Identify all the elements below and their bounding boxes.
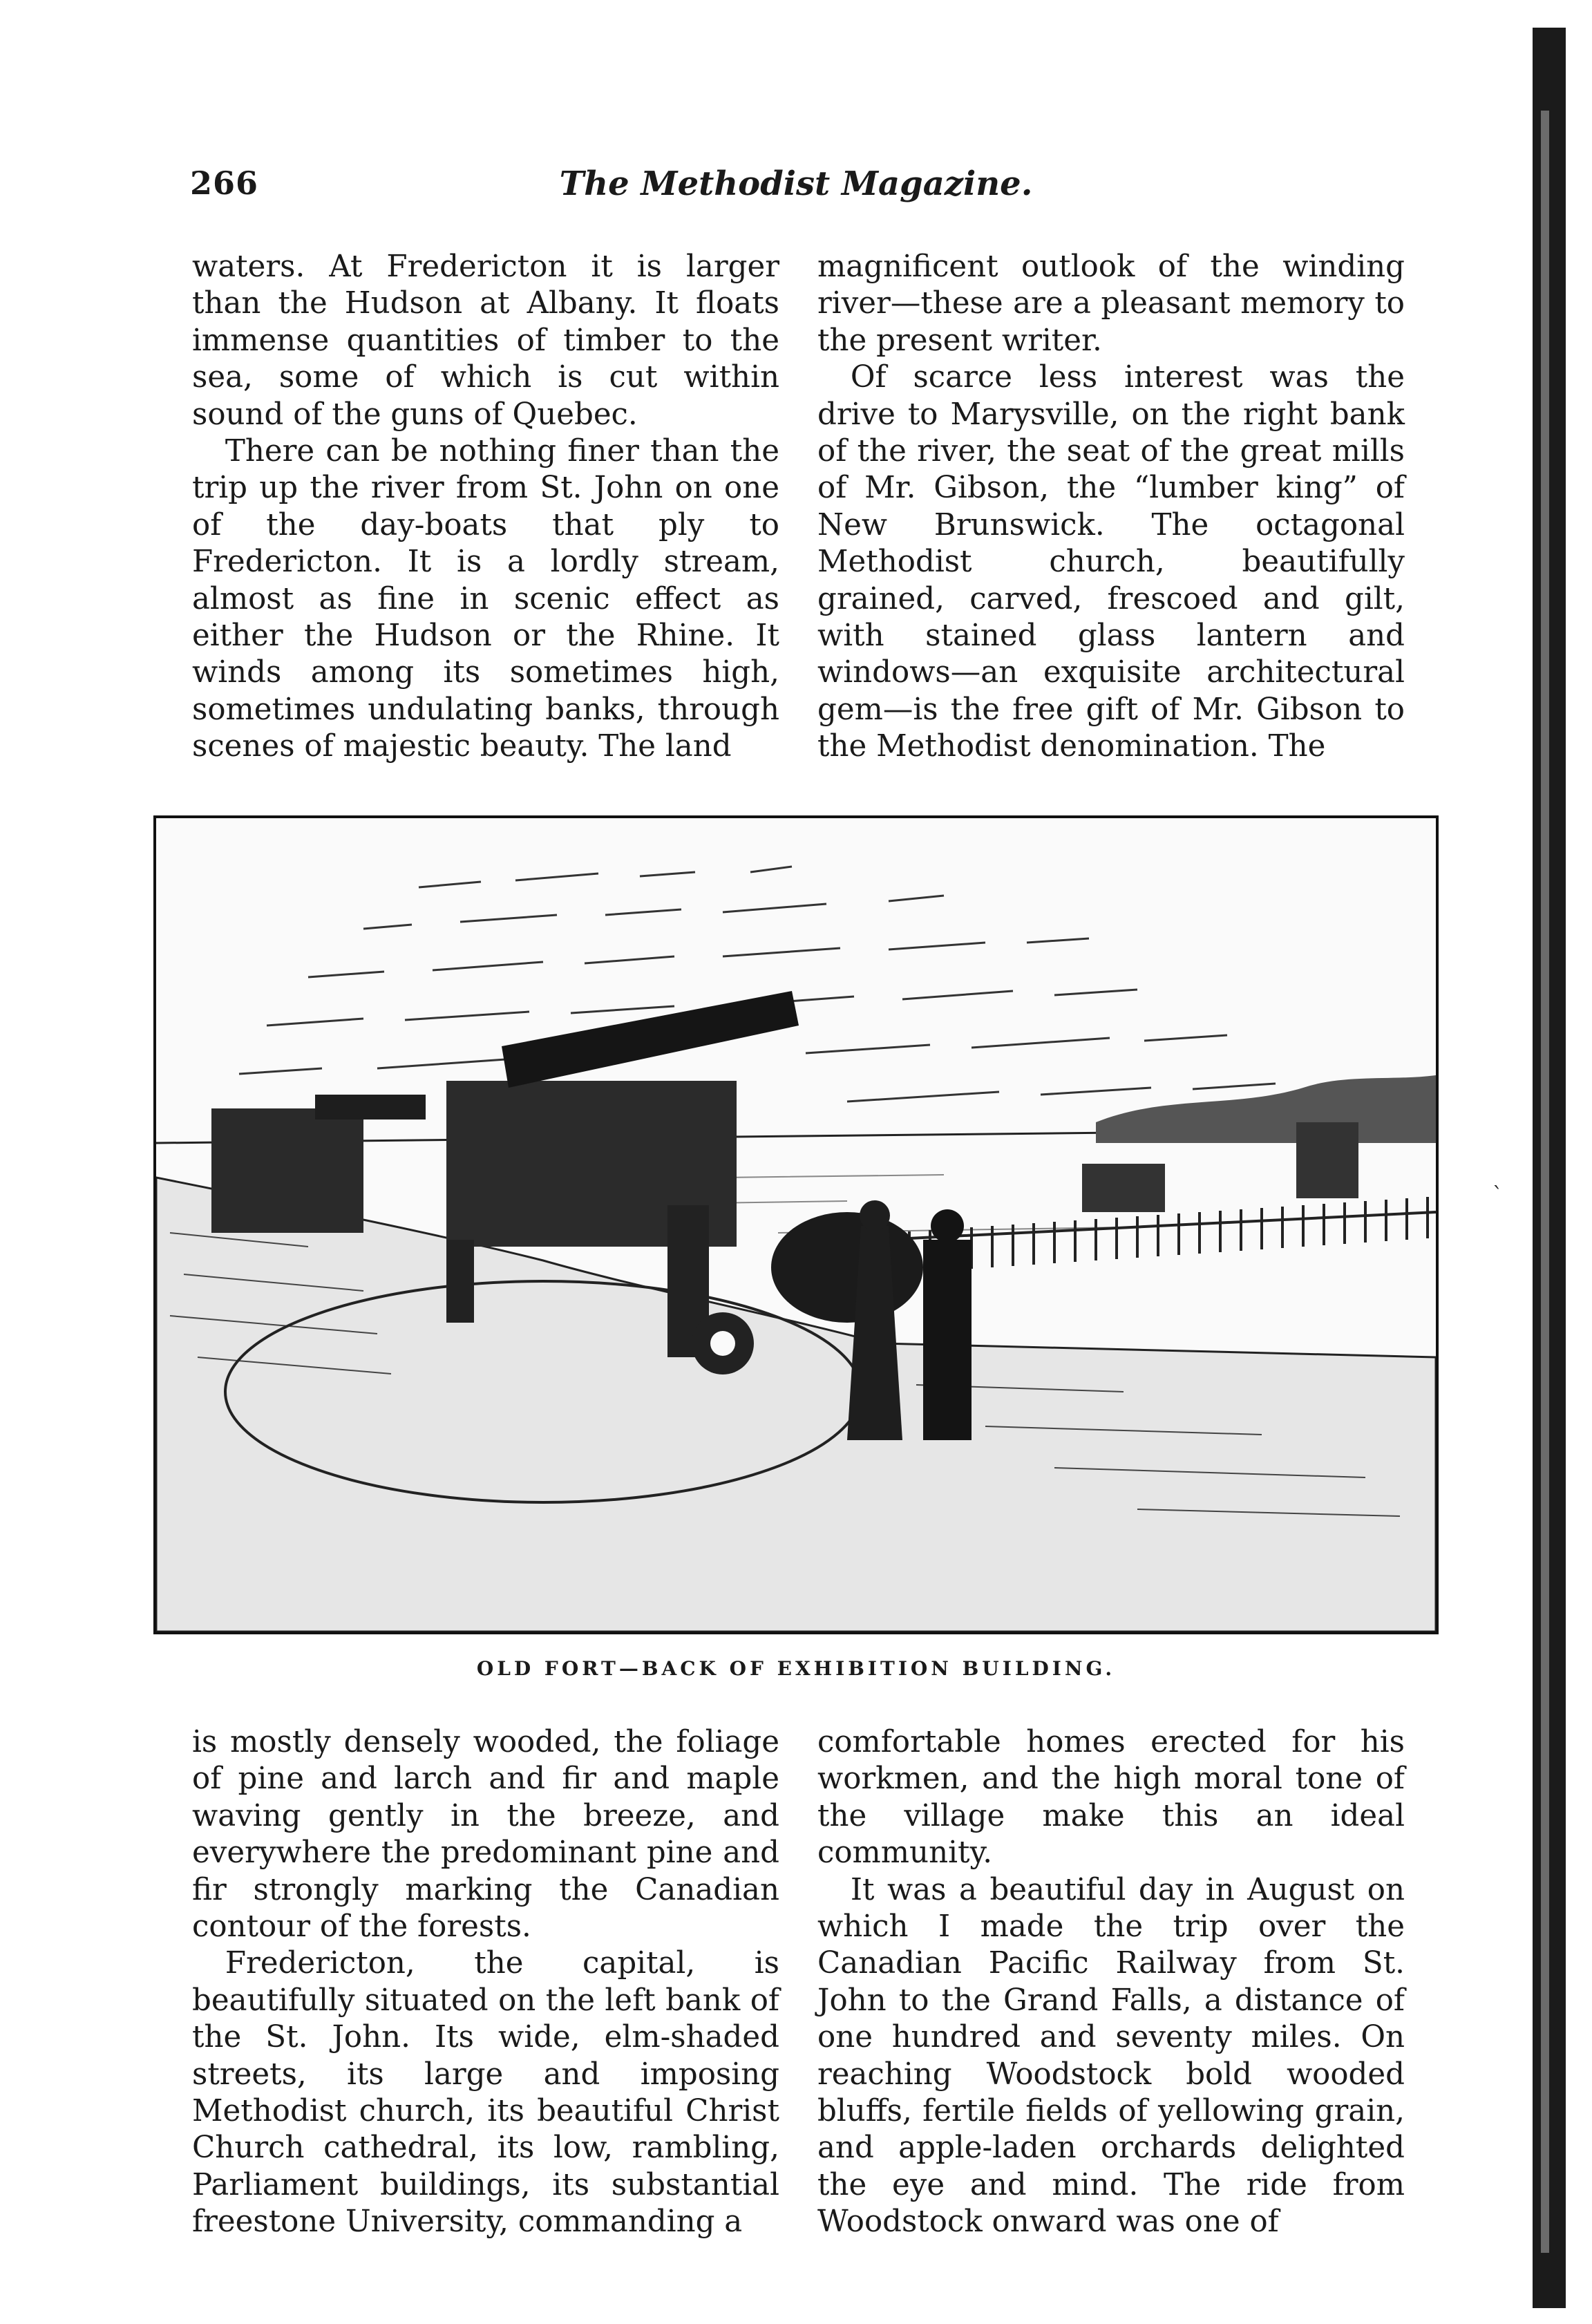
cannon-carriage — [211, 1108, 363, 1233]
wheel-hub — [710, 1331, 735, 1356]
small-building — [1082, 1164, 1165, 1212]
carriage-leg — [446, 1240, 474, 1323]
paragraph: There can be nothing finer than the trip up the river from St. John on one of the day-boats that ply to Fredericton. It is a lordly stream, almost as fine in scenic effect as either the Hudson or the Rhine. It winds among its sometimes high, sometimes undulating banks, through scenes of majestic beauty. The land — [192, 434, 779, 764]
old-fort-engraving — [156, 818, 1436, 1632]
distant-shore — [1096, 1075, 1436, 1143]
top-left-column — [192, 249, 779, 766]
paragraph: is mostly densely wooded, the foliage of pine and larch and fir and maple waving gently in the breeze, and everywhere the predominant pine and fir strongly marking the Canadian contour of the forests. — [192, 1725, 779, 1945]
paragraph: Of scarce less interest was the drive to Marysville, on the right bank of the river, the seat of the great mills of Mr. Gibson, the “lumber king” of New Brunswick. The octagonal Methodist church, beautifully grained, carved, frescoed and gilt, with stained glass lantern and windows—an exquisite architectural gem—is the free gift of Mr. Gibson to the Methodist denomination. The — [817, 360, 1405, 764]
paragraph: It was a beautiful day in August on which I made the trip over the Canadian Pacific Railway from St. John to the Grand Falls, a distance of one hundred and seventy miles. On reaching Woodstock bold wooded bluffs, fertile fields of yellowing grain, and apple-laden orchards delighted the eye and mind. The ride from Woodstock onward was one of — [817, 1872, 1405, 2240]
bottom-right-column — [817, 1724, 1405, 2241]
binding-edge-inner — [1541, 111, 1549, 2253]
cannon-barrel — [315, 1095, 426, 1120]
man-figure — [923, 1240, 972, 1440]
paragraph: comfortable homes erected for his workmen, and the high moral tone of the village make this an ideal community. — [817, 1725, 1405, 1871]
page-number: 266 — [190, 164, 259, 202]
illustration-caption: OLD FORT—BACK OF EXHIBITION BUILDING. — [476, 1657, 1116, 1680]
cannon-barrel — [502, 991, 799, 1088]
running-head: The Methodist Magazine. — [559, 164, 1033, 203]
bottom-left-column — [192, 1724, 779, 2241]
small-building — [1296, 1122, 1358, 1198]
top-right-column — [817, 249, 1405, 766]
stray-mark: ` — [1492, 1183, 1503, 1207]
paragraph: Fredericton, the capital, is beautifully situated on the left bank of the St. John. Its wide, elm-shaded streets, its large and imposing Methodist church, its beautiful Christ Church cathedral, its low, rambling, Parliament buildings, its substantial freestone University, commanding a — [192, 1946, 779, 2240]
man-head — [931, 1209, 964, 1243]
paragraph: magnificent outlook of the winding river—these are a pleasant memory to the present writer. — [817, 249, 1405, 358]
engraving-illustration — [153, 815, 1439, 1634]
paragraph: waters. At Fredericton it is larger than the Hudson at Albany. It floats immense quantities of timber to the sea, some of which is cut within sound of the guns of Quebec. — [192, 249, 779, 432]
binding-edge — [1533, 28, 1566, 2308]
woman-head — [860, 1200, 890, 1231]
sky-hatching — [225, 867, 1276, 1115]
cannonball-pile — [771, 1212, 923, 1323]
